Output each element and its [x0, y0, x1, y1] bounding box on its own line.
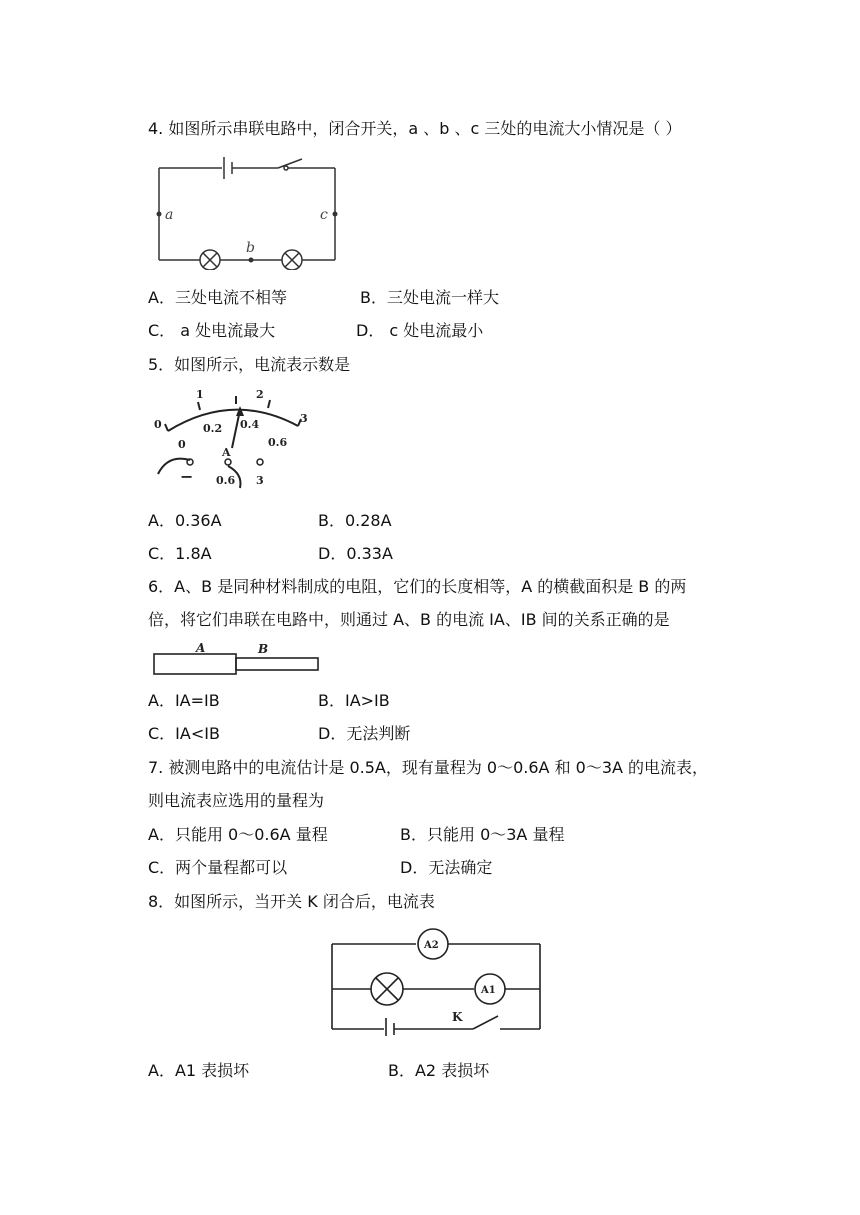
q7-stem-line2: 则电流表应选用的量程为 — [148, 791, 325, 810]
q6-option-a[interactable]: A．IA=IB — [148, 691, 220, 710]
q8-option-a[interactable]: A．A1 表损坏 — [148, 1061, 250, 1080]
q7-option-c[interactable]: C．两个量程都可以 — [148, 858, 288, 877]
resistor-a — [154, 654, 236, 674]
q8-option-b[interactable]: B．A2 表损坏 — [388, 1061, 490, 1080]
point-b-dot — [249, 258, 254, 263]
q5-option-c[interactable]: C．1.8A — [148, 544, 212, 563]
switch-k — [473, 1016, 498, 1029]
q4-option-c[interactable]: C． a 处电流最大 — [148, 321, 276, 340]
scale-label-1: 1 — [196, 388, 204, 401]
q4-option-a[interactable]: A．三处电流不相等 — [148, 288, 287, 307]
meter-unit: A — [222, 446, 231, 459]
ammeter-a2-label: A2 — [424, 940, 439, 951]
switch-k-label: K — [452, 1010, 463, 1024]
pointer-head — [236, 406, 244, 416]
meter-scale-arc — [168, 410, 298, 431]
q8-stem: 8．如图所示，当开关 K 闭合后，电流表 — [148, 892, 435, 911]
q6-option-d[interactable]: D．无法判断 — [318, 724, 411, 743]
resistor-b-label: B — [258, 642, 269, 656]
scale-label-2: 2 — [256, 388, 264, 401]
point-c-dot — [333, 212, 338, 217]
scale-label-0-6: 0.6 — [268, 436, 288, 449]
terminal-3 — [257, 459, 263, 465]
scale-label-3: 3 — [300, 412, 308, 425]
q7-stem-line1: 7. 被测电路中的电流估计是 0.5A，现有量程为 0～0.6A 和 0～3A 的电流表， — [148, 758, 709, 777]
scale-label-0: 0 — [154, 418, 162, 431]
q4-series-circuit-figure — [150, 155, 350, 270]
q4-option-b[interactable]: B．三处电流一样大 — [360, 288, 499, 307]
ammeter-a1-label: A1 — [481, 985, 496, 996]
q5-option-d[interactable]: D．0.33A — [318, 544, 393, 563]
resistor-b — [236, 658, 318, 670]
switch-blade — [278, 159, 302, 168]
q8-parallel-circuit-figure — [328, 926, 548, 1036]
q5-stem: 5．如图所示，电流表示数是 — [148, 355, 351, 374]
terminal-label-0-6: 0.6 — [216, 474, 236, 487]
q6-stem-line2: 倍，将它们串联在电路中，则通过 A、B 的电流 IA、IB 间的关系正确的是 — [148, 610, 670, 629]
point-c-label: c — [320, 207, 328, 223]
point-a-label: a — [165, 207, 174, 223]
terminal-0-6 — [225, 459, 231, 465]
scale-label-0-4: 0.4 — [240, 418, 260, 431]
q5-ammeter-figure — [148, 386, 318, 496]
q7-option-d[interactable]: D．无法确定 — [400, 858, 493, 877]
terminal-label-3: 3 — [256, 474, 264, 487]
q6-stem-line1: 6．A、B 是同种材料制成的电阻，它们的长度相等，A 的横截面积是 B 的两 — [148, 577, 687, 596]
q7-option-b[interactable]: B．只能用 0～3A 量程 — [400, 825, 565, 844]
point-b-label: b — [246, 240, 255, 256]
q6-resistors-figure — [152, 640, 327, 680]
q4-stem: 4. 如图所示串联电路中，闭合开关，a 、b 、c 三处的电流大小情况是（ ） — [148, 119, 682, 138]
scale-label-0-left: 0 — [178, 438, 186, 451]
q5-option-b[interactable]: B．0.28A — [318, 511, 392, 530]
point-a-dot — [157, 212, 162, 217]
q6-option-b[interactable]: B．IA>IB — [318, 691, 390, 710]
resistor-a-label: A — [196, 641, 206, 655]
q5-option-a[interactable]: A．0.36A — [148, 511, 222, 530]
q4-option-d[interactable]: D． c 处电流最小 — [356, 321, 484, 340]
terminal-label-minus: − — [180, 467, 194, 486]
q6-option-c[interactable]: C．IA<IB — [148, 724, 220, 743]
q7-option-a[interactable]: A．只能用 0～0.6A 量程 — [148, 825, 328, 844]
scale-label-0-2: 0.2 — [203, 422, 223, 435]
switch-contact — [284, 166, 288, 170]
